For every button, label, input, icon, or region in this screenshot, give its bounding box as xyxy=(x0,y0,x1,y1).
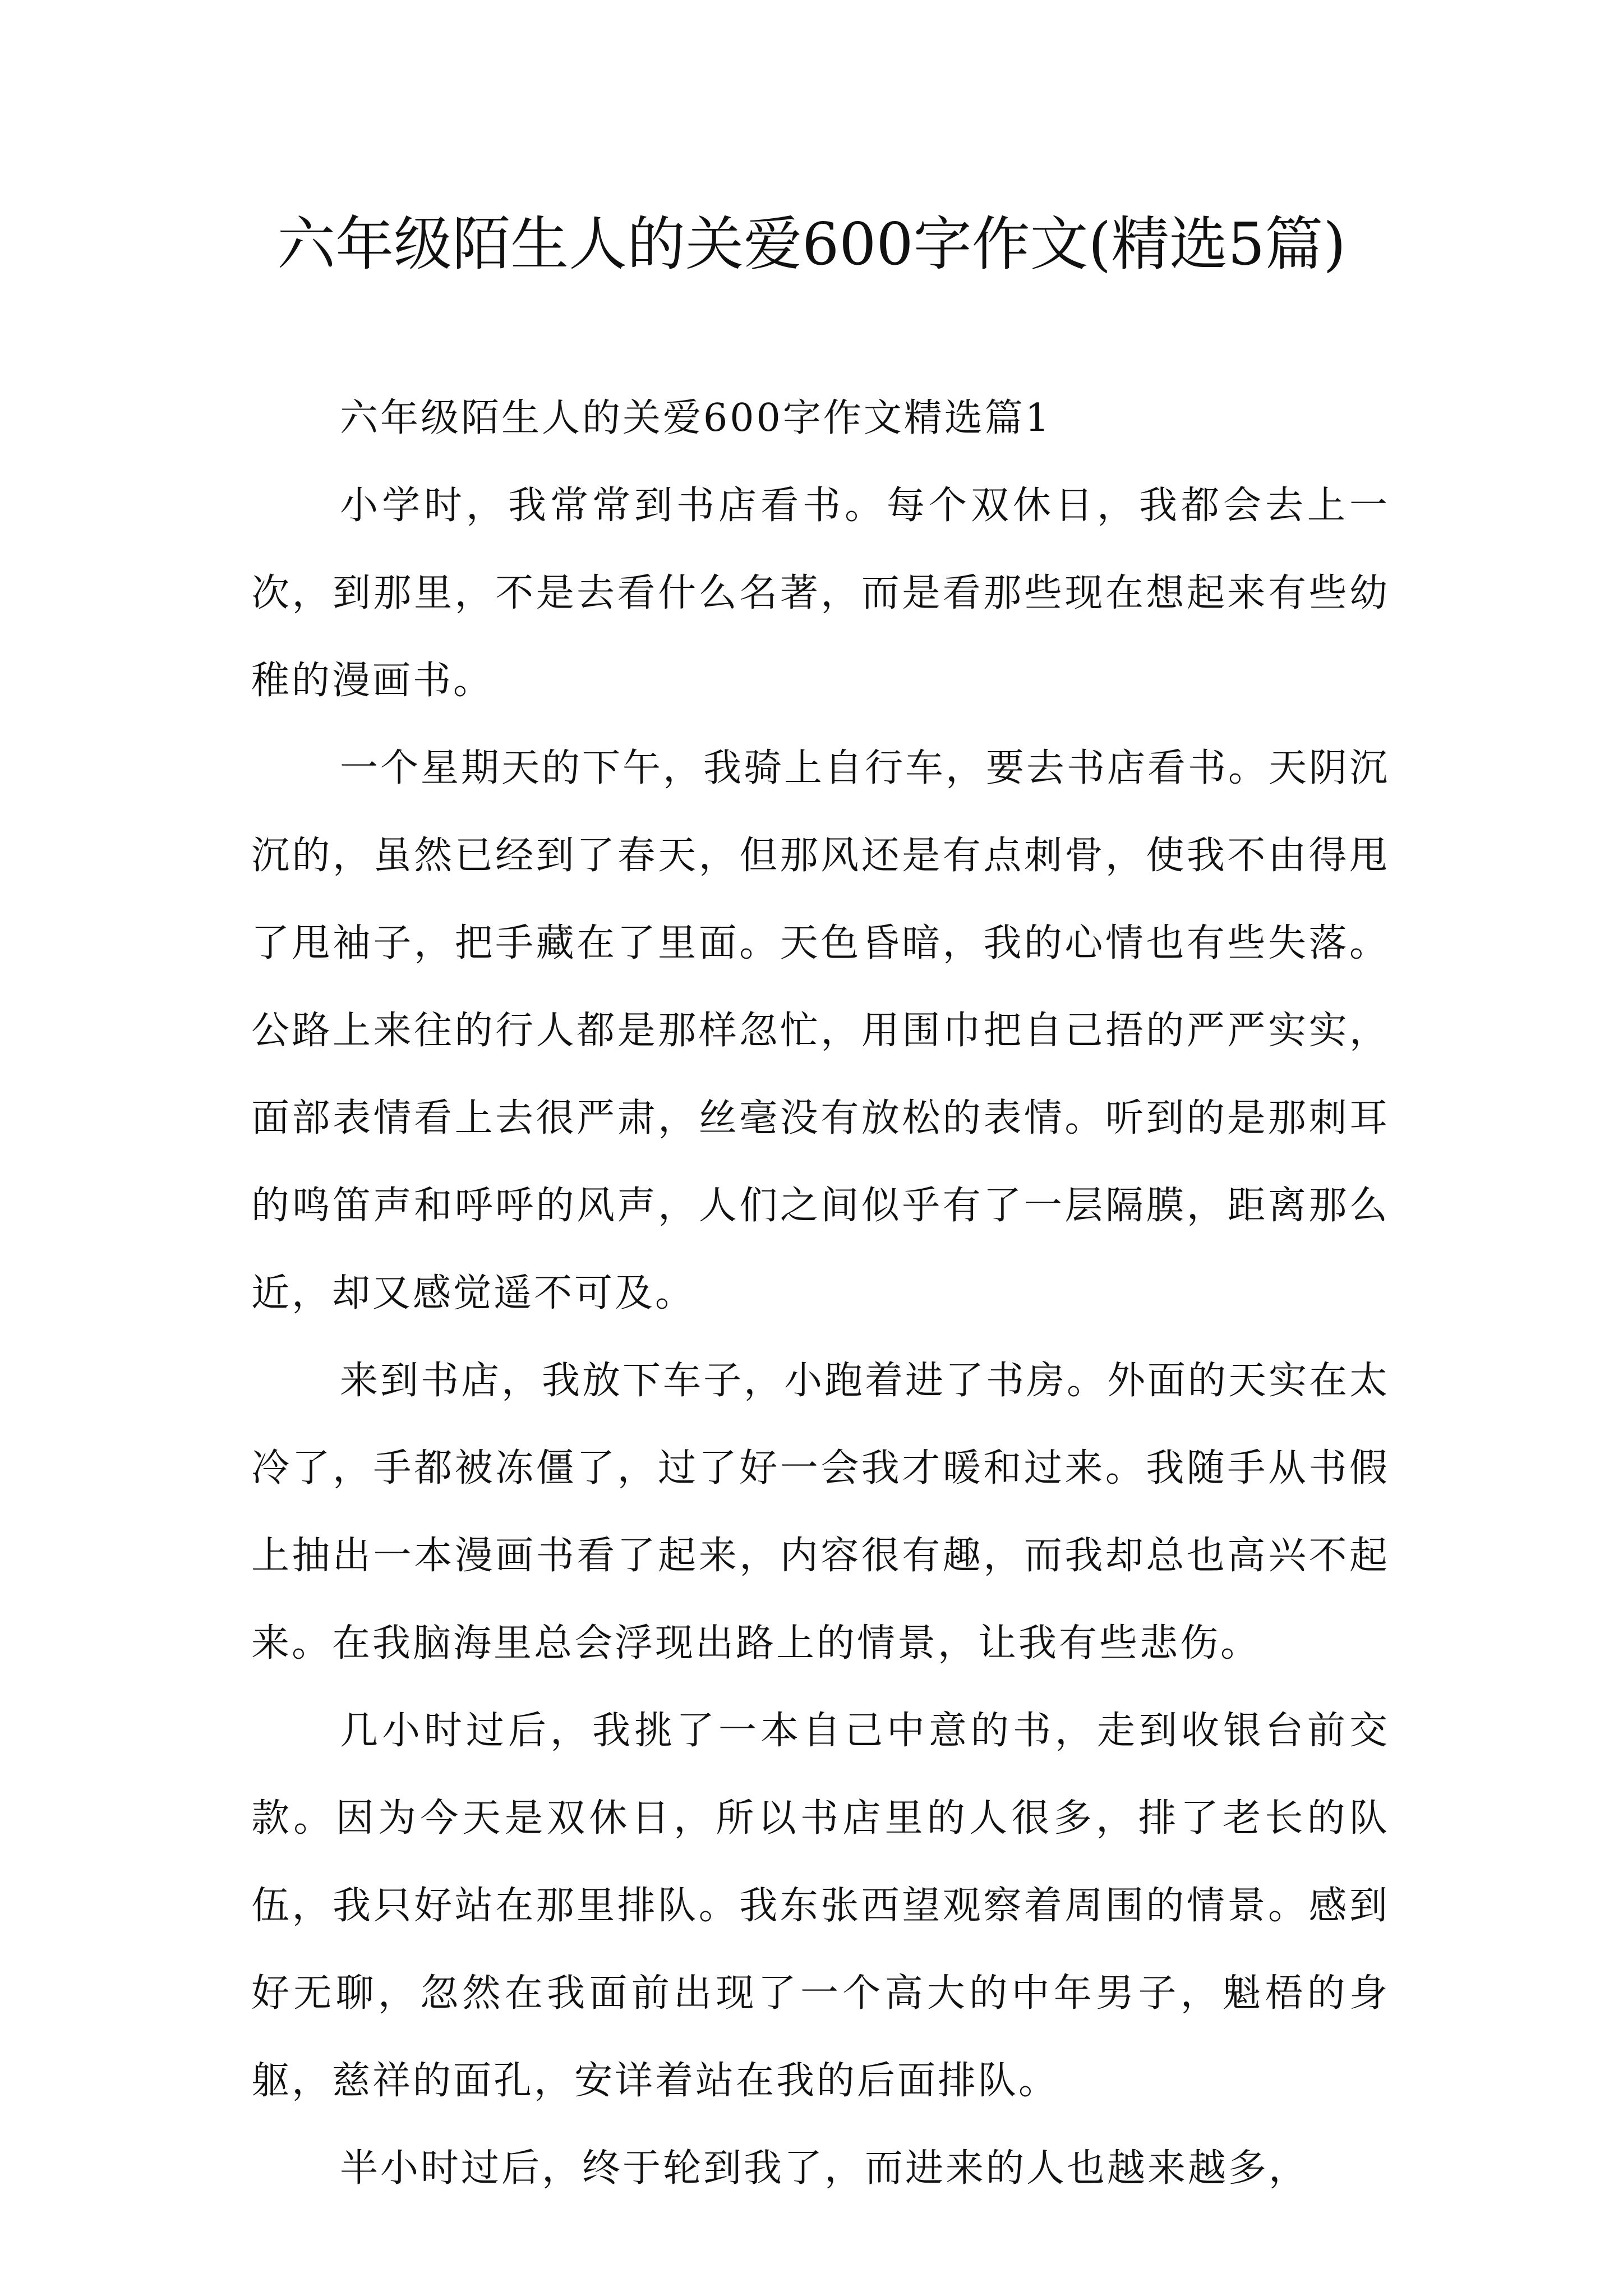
document-title: 六年级陌生人的关爱600字作文(精选5篇) xyxy=(277,210,1346,278)
paragraph: 来到书店，我放下车子，小跑着进了书房。外面的天实在太冷了，手都被冻僵了，过了好一会我才暖和过来。我随手从书假上抽出一本漫画书看了起来，内容很有趣，而我却总也高兴不起来。在我脑海里总会浮现出路上的情景，让我有些悲伤。 xyxy=(251,1359,1390,1665)
paragraph: 几小时过后，我挑了一本自己中意的书，走到收银台前交款。因为今天是双休日，所以书店里的人很多，排了老长的队伍，我只好站在那里排队。我东张西望观察着周围的情景。感到好无聊，忽然在我面前出现了一个高大的中年男子，魁梧的身躯，慈祥的面孔，安详着站在我的后面排队。 xyxy=(251,1709,1390,2103)
paragraph: 一个星期天的下午，我骑上自行车，要去书店看书。天阴沉沉的，虽然已经到了春天，但那风还是有点刺骨，使我不由得甩了甩袖子，把手藏在了里面。天色昏暗，我的心情也有些失落。公路上来往的行人都是那样忽忙，用围巾把自己捂的严严实实，面部表情看上去很严肃，丝毫没有放松的表情。听到的是那刺耳的鸣笛声和呼呼的风声，人们之间似乎有了一层隔膜，距离那么近，却又感觉遥不可及。 xyxy=(251,746,1390,1315)
paragraph: 半小时过后，终于轮到我了，而进来的人也越来越多， xyxy=(340,2146,1310,2191)
paragraph: 小学时，我常常到书店看书。每个双休日，我都会去上一次，到那里，不是去看什么名著，而是看那些现在想起来有些幼稚的漫画书。 xyxy=(251,484,1390,703)
document-body xyxy=(251,375,1390,2212)
section-heading: 六年级陌生人的关爱600字作文精选篇1 xyxy=(340,396,1052,440)
